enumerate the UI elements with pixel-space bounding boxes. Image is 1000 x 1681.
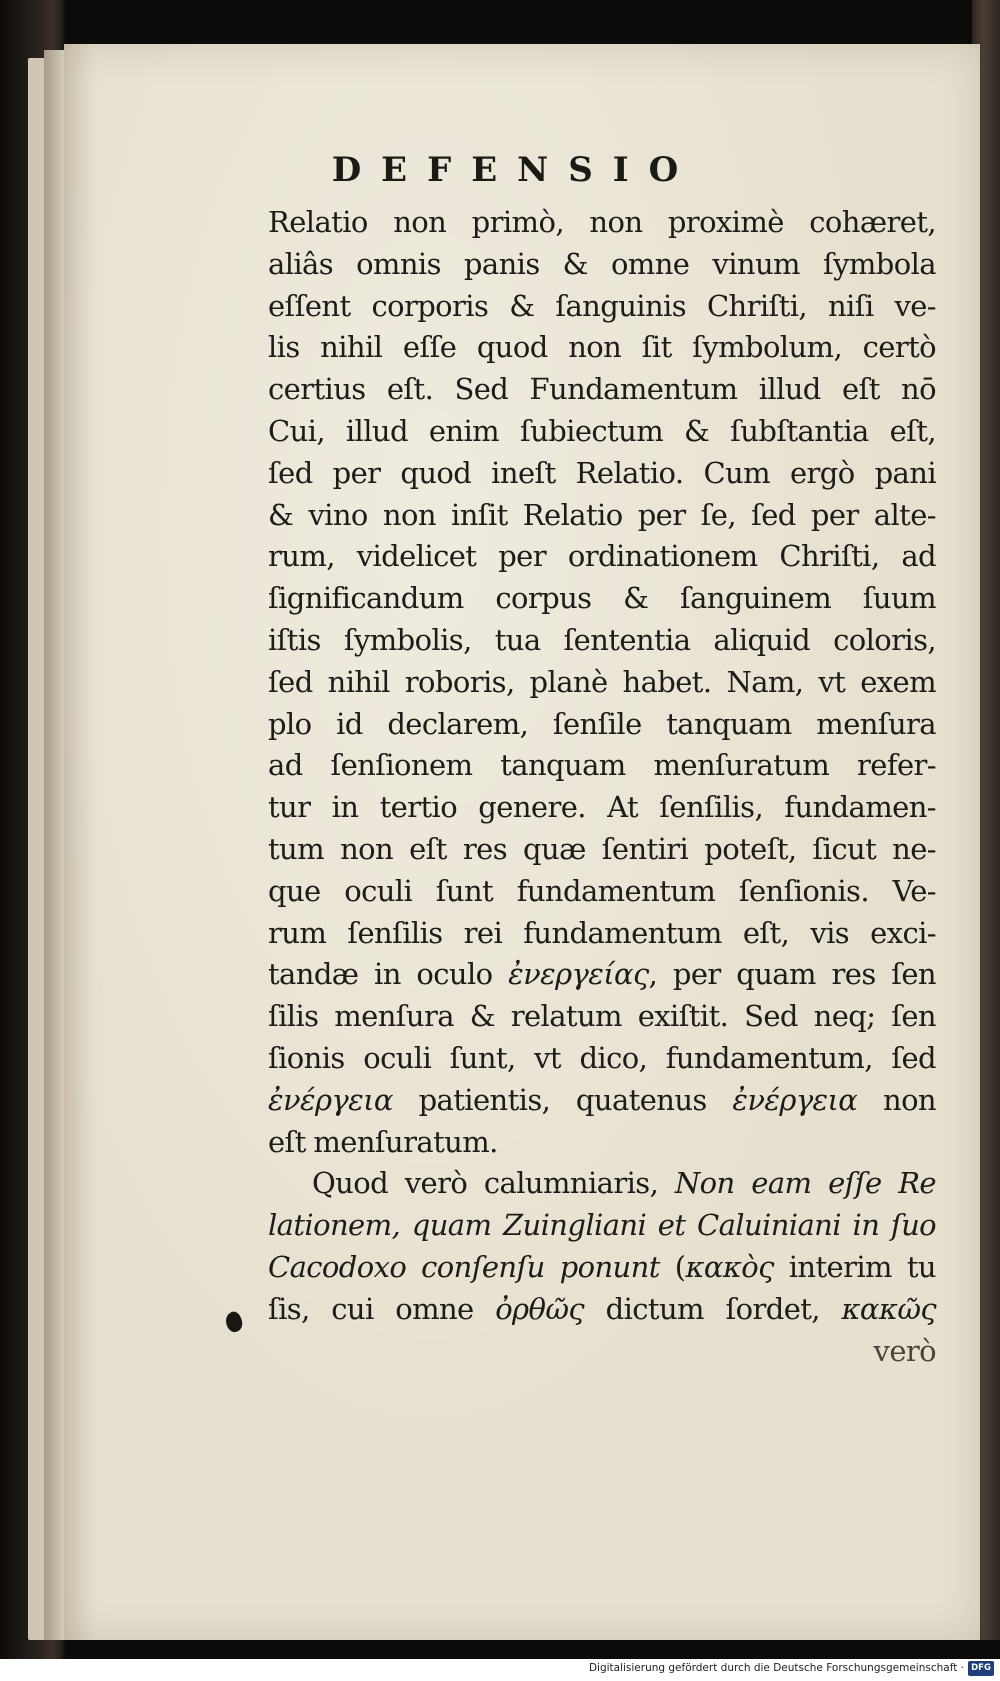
greek-word: ἐνέργεια	[732, 1082, 858, 1117]
text-line: que oculi ſunt fundamentum ſenſionis. Ve-	[268, 873, 936, 908]
text-block	[268, 202, 936, 1372]
greek-word: ἐνέργεια	[268, 1082, 393, 1117]
footer-credit: Digitalisierung gefördert durch die Deutsche Forschungsgemeinschaft ·	[588, 1662, 964, 1674]
text-line: tur in tertio genere. At ſenſilis, fundamen-	[268, 790, 936, 825]
text-run: interim tu	[773, 1249, 936, 1284]
text-line	[268, 1163, 936, 1205]
italic-run: Cacodoxo conſenſu ponunt	[268, 1249, 660, 1284]
text-line: eſſent corporis & ſanguinis Chriſti, niſi ve-	[268, 288, 936, 323]
text-line	[268, 1205, 936, 1247]
text-run: Quod verò calumniaris,	[312, 1166, 675, 1201]
text-line: ſed per quod ineſt Relatio. Cum ergò pani	[268, 455, 936, 490]
text-line: ſionis oculi ſunt, vt dico, fundamentum, ſed	[268, 1040, 936, 1075]
text-run: ſis, cui omne	[268, 1291, 496, 1326]
running-head: DEFENSIO	[331, 150, 699, 190]
text-line: Relatio non primò, non proximè cohæret,	[268, 205, 936, 239]
text-line: eſt menſuratum.	[268, 1124, 498, 1159]
text-line: ſed nihil roboris, planè habet. Nam, vt exem	[268, 664, 936, 699]
text-line: plo id declarem, ſenſile tanquam menſura	[268, 706, 936, 741]
text-run: , per quam res ſen	[648, 957, 936, 992]
text-line: ſilis menſura & relatum exiſtit. Sed neq; ſen	[268, 999, 936, 1034]
text-line: aliâs omnis panis & omne vinum ſymbola	[268, 246, 936, 281]
text-line	[268, 1247, 936, 1289]
text-line: rum, videlicet per ordinationem Chriſti, ad	[268, 539, 936, 574]
text-line: ſignificandum corpus & ſanguinem ſuum	[268, 581, 936, 616]
dfg-logo-icon: DFG	[968, 1661, 994, 1676]
text-line: certius eſt. Sed Fundamentum illud eſt nō	[268, 372, 936, 407]
text-run: (	[659, 1249, 686, 1284]
text-line	[268, 1080, 936, 1122]
greek-word: ὀρθῶς	[495, 1291, 585, 1326]
text-line: iſtis ſymbolis, tua ſententia aliquid coloris,	[268, 622, 936, 657]
text-line: rum ſenſilis rei fundamentum eſt, vis exci-	[268, 915, 936, 950]
greek-word: ἐνεργείας	[508, 957, 649, 992]
page-gutter-edge	[44, 50, 66, 1640]
text-line	[268, 1289, 936, 1331]
text-line: tum non eſt res quæ ſentiri poteſt, ſicut ne-	[268, 831, 936, 866]
catchword: verò	[873, 1333, 936, 1368]
italic-run: lationem, quam Zuingliani et Caluiniani in ſuo	[268, 1208, 936, 1243]
greek-word: κακῶς	[841, 1291, 937, 1326]
text-line: lis nihil eſſe quod non ſit ſymbolum, certò	[268, 330, 936, 365]
text-run: tandæ in oculo	[268, 957, 509, 992]
text-line: & vino non inſit Relatio per ſe, ſed per alte-	[268, 497, 936, 532]
text-line	[268, 954, 936, 996]
italic-run: Non eam eſſe Re	[674, 1166, 936, 1201]
text-line: ad ſenſionem tanquam menſuratum refer-	[268, 748, 936, 783]
greek-word: κακὸς	[685, 1249, 774, 1284]
text-run: dictum ſordet,	[584, 1291, 842, 1326]
text-run: patientis, quatenus	[392, 1082, 733, 1117]
text-line: Cui, illud enim ſubiectum & ſubſtantia eſt,	[268, 413, 936, 448]
text-run: non	[857, 1082, 936, 1117]
